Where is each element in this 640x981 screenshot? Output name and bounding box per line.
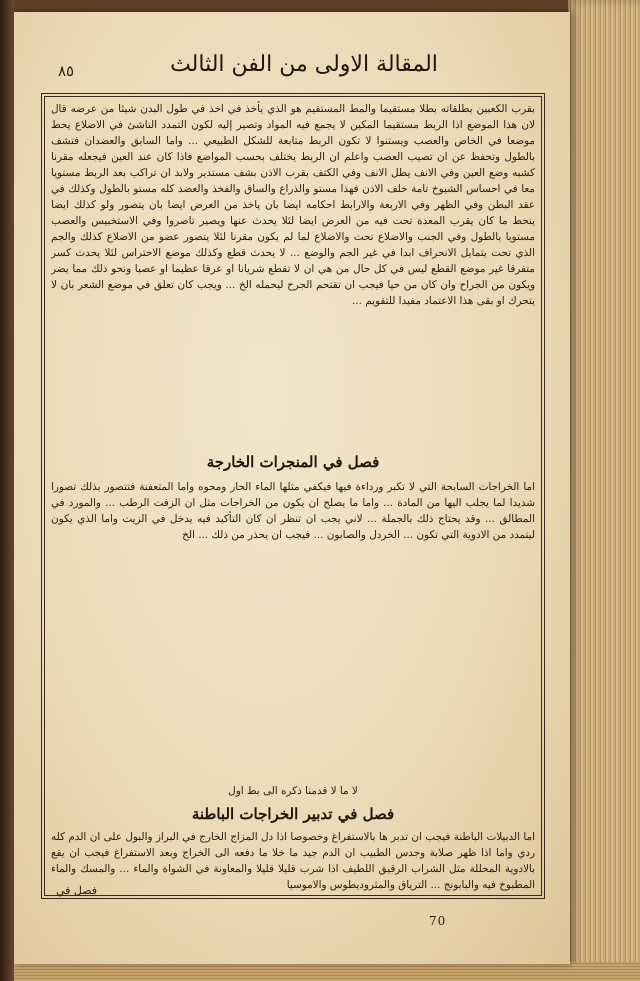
page-edges-bottom: [14, 962, 640, 981]
text-frame: [44, 96, 542, 896]
page-header: [14, 48, 570, 88]
internal-paragraph: اما الدبيلات الباطنة فيجب ان تدبر ها بالاستفراغ وخصوصا اذا دل المزاج الخارج في البراز والبول على ان الدم كله ردي واما اذا ظهر صلابة وجدس الطبيب ان الدم جيد ما خلا ما دفعه الى الخراج وبعد الاستفراغ فيجب ان يقع بالادوية المحللة مثل الشراب الرقيق اللطيف اذا شرب قليلا قليلا والمعاونة في الشواة والماء ... والمسك والماء المطبوخ فيه والبابونج ... الترياق والمثروديطوس والاموسيا: [51, 831, 535, 891]
external-paragraph: اما الخراجات السابحة التي لا تكبر ورداءة فيها فيكفي مثلها الماء الحار ومحوه واما المتعفنة فتتصور بذلك تصورا شديدا لما يجلب اليها من المادة ... واما ما يصلح ان يكون من الخراجات مثل ان الزفت الرطب ... والمورد في المطالق ... وقد يحتاج ذلك بالجملة ... لاني يجب ان تنظر ان كان التأكيد فيه يدخل في الزيت واما الذي يكون ليتمدد من الادوية التي تكون ... الخردل والصابون ... فيجب ان يحذر من ذلك ... الخ: [51, 481, 535, 541]
section-heading-external: فصل في المنجرات الخارجة: [206, 453, 380, 471]
running-title: المقالة الاولى من الفن الثالث: [170, 52, 438, 77]
note-line: لا ما لا قدمنا ذكره الى بط اول: [228, 785, 358, 797]
book-gutter: [0, 0, 14, 981]
book-page: [14, 12, 570, 964]
page-edges: [568, 0, 640, 981]
catchword: فصل في: [56, 884, 98, 897]
folio-mark: 70: [429, 914, 447, 928]
opening-paragraph: بقرب الكعبين بطلقاته بطلا مستقيما والمط المستقيم هو الذي يأخذ في اخذ في طول البدن شيئا من عرضه قال لان هذا الموضع اذا الربط مستقيما المكين لا يجمع فيه المواد وتصير إليه لكون التمدد الناشئ في الاضلاع يحط موضعا في الخاص والعصب ويستنوا لا تكون الربط متابعة للشكل الطبيعي ... واما السابق والعضدان فتشف بالطول وتحفظ عن ان تصيب العصب واعلم ان الربط يختلف بحسب المواضع فاذا كان عند العين فيجعله مقرنا كشبه وضع العين وفي الانف يطل الانف وفي الكتف بقرب الاذن بشف مستدير ولابد ان تراكب بعد الربط مستويا معا في احساس الشيوخ تامة خلف الاذن فهذا مستو والذراع والساق والفخذ والعضد كله مستو بالطول وكذلك في عقد البطن وفي الظهر وفي الاربعة والارابط احكامه ايضا بان ياخذ من العرض ايضا بان يتصور ولو كذلك ايضا ينحط ما كان يقرب المعدة تحت فيه من العرض ايضا لئلا يحدث عنها ويصير تاصروا وفي الاستخبيس والعصب مستويا بالطول وفي الجنب والاضلاع تحت والاضلاع لما لم يكون مقرنا لئلا يتصور عضو من الاضلاع كذلك والجم الذي تحت يتمايل الانحراف ابدا في غير الجم والوضع ... لا يحدث قطع وكذلك موضع الاحتراس لئلا يحدث كسر متفرقا غير موضع القطع ليس في كل حال من هي ان لا تقطع شريانا او عرقا عظيما او عصبا ونحو ذلك مما يضر ويكون من الجراح وان كان من حيا فيجب ان تقتحم الجرح ليحمله الخ ... ويجب كان تعلق في موضع الشعر بان لا يتحرك او بقى هذا الاعتماد مفيدا للتقويم ...: [51, 103, 535, 307]
page-number: ٨٥: [58, 62, 75, 80]
section-heading-internal: فصل في تدبير الخراجات الباطنة: [191, 805, 395, 823]
